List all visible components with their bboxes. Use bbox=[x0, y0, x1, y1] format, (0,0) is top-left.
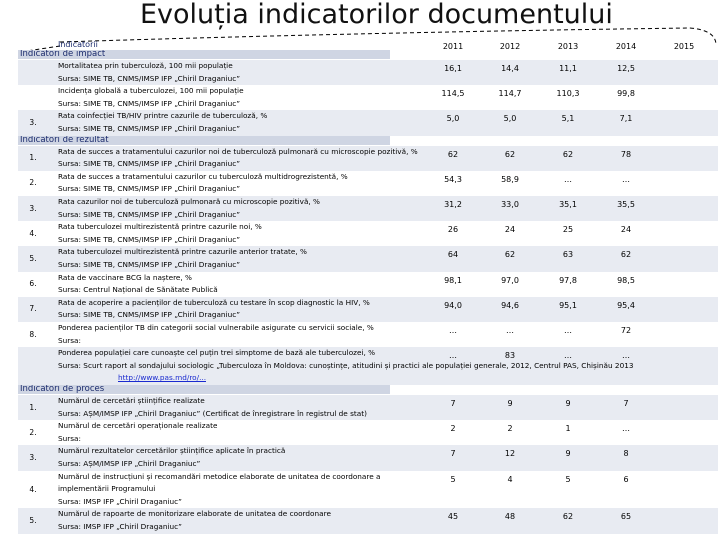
value-2012: … bbox=[506, 326, 514, 335]
header-indicators-label: Indicatorii bbox=[58, 40, 98, 49]
value-2012: 62 bbox=[504, 149, 516, 159]
indicator-text: Rata de succes a tratamentului cazurilor cu tuberculoză multidrogrezistentă, % bbox=[58, 171, 348, 181]
row-number: 6. bbox=[29, 279, 37, 289]
header-year-2015: 2015 bbox=[673, 42, 695, 51]
value-2011: … bbox=[449, 326, 457, 335]
row-number: 2. bbox=[29, 178, 37, 188]
indicator-text: Sursa: SIME TB, CNMS/IMSP IFP „Chiril Draganiuc” bbox=[58, 184, 240, 194]
value-2011: … bbox=[449, 351, 457, 361]
section-header: Indicatori de proces bbox=[18, 385, 390, 394]
value-2014: … bbox=[622, 351, 630, 361]
value-2013: … bbox=[564, 326, 572, 335]
header-year-2011: 2011 bbox=[442, 42, 464, 51]
value-2013: … bbox=[564, 174, 572, 184]
indicator-text: Rata cazurilor noi de tuberculoză pulmonară cu microscopie pozitivă, % bbox=[58, 197, 320, 206]
indicator-text: Rata de vaccinare BCG la naștere, % bbox=[58, 272, 192, 282]
indicator-text: Numărul de instrucțiuni și recomandări metodice elaborate de unitatea de coordonare a bbox=[58, 471, 381, 481]
page-title: Evoluția indicatorilor documentului bbox=[140, 0, 613, 30]
header-year-2014: 2014 bbox=[615, 42, 637, 51]
value-2014: 7,1 bbox=[619, 114, 633, 124]
value-2013: 110,3 bbox=[556, 89, 580, 99]
value-2011: 7 bbox=[450, 449, 456, 459]
section-header: Indicatori de impact bbox=[18, 50, 390, 59]
value-2014: 35,5 bbox=[617, 200, 635, 209]
value-2012: 114,7 bbox=[498, 89, 522, 99]
value-2014: 98,5 bbox=[617, 275, 635, 285]
value-2014: 72 bbox=[620, 326, 632, 335]
indicator-text: Sursa: bbox=[58, 335, 81, 345]
value-2011: 45 bbox=[447, 512, 459, 522]
indicator-text: Sursa: AȘM/IMSP IFP „Chiril Draganiuc” (Certificat de înregistrare în registrul de stat) bbox=[58, 408, 367, 418]
indicator-text: Ponderea populației care cunoaște cel puțin trei simptome de bază ale tuberculozei, % bbox=[58, 348, 376, 358]
value-2011: 2 bbox=[450, 424, 456, 434]
indicator-text: Rata de acoperire a pacienților de tuberculoză cu testare în scop diagnostic la HIV, % bbox=[58, 297, 370, 307]
value-2013: 9 bbox=[565, 449, 571, 459]
indicator-text: Rata de succes a tratamentului cazurilor noi de tuberculoză pulmonară cu microscopie pozitivă, % bbox=[58, 146, 418, 156]
indicator-text: Sursa: SIME TB, CNMS/IMSP IFP „Chiril Draganiuc” bbox=[58, 124, 240, 133]
indicator-text: Sursa: SIME TB, CNMS/IMSP IFP „Chiril Draganiuc” bbox=[58, 98, 240, 108]
value-2013: 63 bbox=[562, 250, 574, 260]
indicator-text: Rata tuberculozei multirezistentă printre cazurile noi, % bbox=[58, 222, 262, 232]
indicator-text: Sursa: Centrul Național de Sănătate Publică bbox=[58, 285, 218, 295]
value-2011: 62 bbox=[447, 149, 459, 159]
value-2012: 62 bbox=[504, 250, 516, 260]
indicator-text: Sursa: SIME TB, CNMS/IMSP IFP „Chiril Draganiuc” bbox=[58, 159, 240, 169]
row-number: 8. bbox=[29, 329, 37, 339]
value-2014: 6 bbox=[623, 474, 629, 484]
value-2014: … bbox=[622, 174, 630, 184]
row-number: 1. bbox=[29, 402, 37, 412]
header-year-2012: 2012 bbox=[499, 42, 521, 51]
row-number: 5. bbox=[29, 254, 37, 263]
value-2011: 98,1 bbox=[444, 275, 462, 285]
indicator-text: Sursa: bbox=[58, 433, 81, 443]
indicator-text: Sursa: IMSP IFP „Chiril Draganiuc” bbox=[58, 522, 182, 531]
header-year-2013: 2013 bbox=[557, 42, 579, 51]
indicator-text: Ponderea pacienților TB din categorii social vulnerabile asigurate cu servicii sociale, % bbox=[58, 323, 374, 332]
value-2013: 95,1 bbox=[559, 300, 577, 310]
indicator-text: Sursa: SIME TB, CNMS/IMSP IFP „Chiril Draganiuc” bbox=[58, 209, 240, 219]
row-number: 3. bbox=[29, 203, 37, 213]
value-2012: 94,6 bbox=[501, 300, 519, 310]
value-2012: 48 bbox=[504, 512, 516, 522]
value-2014: 62 bbox=[620, 250, 632, 260]
value-2012: 5,0 bbox=[503, 114, 517, 124]
row-number: 3. bbox=[29, 118, 37, 127]
indicator-text: Sursa: SIME TB, CNMS/IMSP IFP „Chiril Draganiuc” bbox=[58, 260, 240, 269]
value-2011: 26 bbox=[447, 225, 459, 235]
indicator-text: Sursa: AȘM/IMSP IFP „Chiril Draganiuc” bbox=[58, 459, 201, 468]
value-2013: 62 bbox=[562, 512, 574, 522]
value-2011: 16,1 bbox=[444, 64, 462, 73]
indicator-text: Sursa: SIME TB, CNMS/IMSP IFP „Chiril Draganiuc” bbox=[58, 234, 240, 244]
value-2013: 62 bbox=[562, 149, 574, 159]
value-2014: 99,8 bbox=[617, 89, 635, 99]
value-2014: 95,4 bbox=[617, 300, 635, 310]
value-2013: … bbox=[564, 351, 572, 361]
row-number: 1. bbox=[29, 153, 37, 163]
value-2012: 58,9 bbox=[501, 174, 519, 184]
section-header: Indicatori de rezultat bbox=[18, 136, 390, 145]
value-2013: 25 bbox=[562, 225, 574, 235]
indicator-text: Numărul rezultatelor cercetărilor științifice aplicate în practică bbox=[58, 446, 286, 456]
value-2012: 2 bbox=[507, 424, 513, 434]
indicator-text: Sursa: IMSP IFP „Chiril Draganiuc” bbox=[58, 496, 182, 506]
indicator-text: Sursa: Scurt raport al sondajului sociologic „Tuberculoza în Moldova: cunoștințe, atitudini și practici ale populației generale, 2012, Centrul PAS, Chișinău 2013 bbox=[58, 360, 634, 370]
value-2013: 11,1 bbox=[559, 64, 577, 73]
value-2014: … bbox=[622, 424, 630, 434]
value-2011: 54,3 bbox=[444, 174, 462, 184]
value-2012: 97,0 bbox=[501, 275, 519, 285]
value-2012: 4 bbox=[507, 474, 513, 484]
indicator-text: Numărul de cercetări științifice realizate bbox=[58, 396, 205, 405]
row-number: 7. bbox=[29, 304, 37, 314]
value-2012: 24 bbox=[504, 225, 516, 235]
indicator-text: Incidența globală a tuberculozei, 100 mii populație bbox=[58, 86, 244, 96]
value-2011: 94,0 bbox=[444, 300, 462, 310]
indicator-text: Mortalitatea prin tuberculoză, 100 mii populație bbox=[58, 61, 233, 70]
value-2011: 114,5 bbox=[441, 89, 465, 99]
value-2011: 31,2 bbox=[444, 200, 462, 209]
indicator-text: Rata coinfecției TB/HIV printre cazurile de tuberculoză, % bbox=[58, 111, 268, 121]
row-number: 5. bbox=[29, 516, 37, 525]
row-number: 4. bbox=[29, 228, 37, 238]
value-2013: 97,8 bbox=[559, 275, 577, 285]
source-link: http://www.pas.md/ro/... bbox=[118, 373, 207, 383]
value-2012: 33,0 bbox=[501, 200, 519, 209]
indicator-text: Sursa: SIME TB, CNMS/IMSP IFP „Chiril Draganiuc” bbox=[58, 73, 240, 83]
indicator-text: Rata tuberculozei multirezistentă printre cazurile anterior tratate, % bbox=[58, 247, 307, 257]
row-number: 3. bbox=[29, 453, 37, 462]
row-number: 4. bbox=[29, 484, 37, 494]
value-2012: 14,4 bbox=[501, 64, 519, 73]
value-2013: 5,1 bbox=[561, 114, 575, 124]
indicator-text: Sursa: SIME TB, CNMS/IMSP IFP „Chiril Draganiuc” bbox=[58, 310, 240, 320]
indicator-text: Numărul de rapoarte de monitorizare elaborate de unitatea de coordonare bbox=[58, 509, 331, 519]
value-2014: 7 bbox=[623, 399, 629, 408]
value-2014: 78 bbox=[620, 149, 632, 159]
value-2012: 9 bbox=[507, 399, 513, 408]
value-2013: 9 bbox=[565, 399, 571, 408]
value-2014: 12,5 bbox=[617, 64, 635, 73]
value-2011: 5 bbox=[450, 474, 456, 484]
value-2014: 24 bbox=[620, 225, 632, 235]
indicator-text: implementării Programului bbox=[58, 484, 156, 494]
value-2011: 64 bbox=[447, 250, 459, 260]
value-2014: 8 bbox=[623, 449, 629, 459]
row-number: 2. bbox=[29, 427, 37, 437]
value-2012: 12 bbox=[504, 449, 516, 459]
value-2013: 5 bbox=[565, 474, 571, 484]
value-2014: 65 bbox=[620, 512, 632, 522]
value-2011: 7 bbox=[450, 399, 456, 408]
value-2013: 1 bbox=[565, 424, 571, 434]
value-2011: 5,0 bbox=[446, 114, 460, 124]
indicator-text: Numărul de cercetări operaționale realizate bbox=[58, 421, 218, 431]
value-2012: 83 bbox=[504, 351, 516, 361]
value-2013: 35,1 bbox=[559, 200, 577, 209]
